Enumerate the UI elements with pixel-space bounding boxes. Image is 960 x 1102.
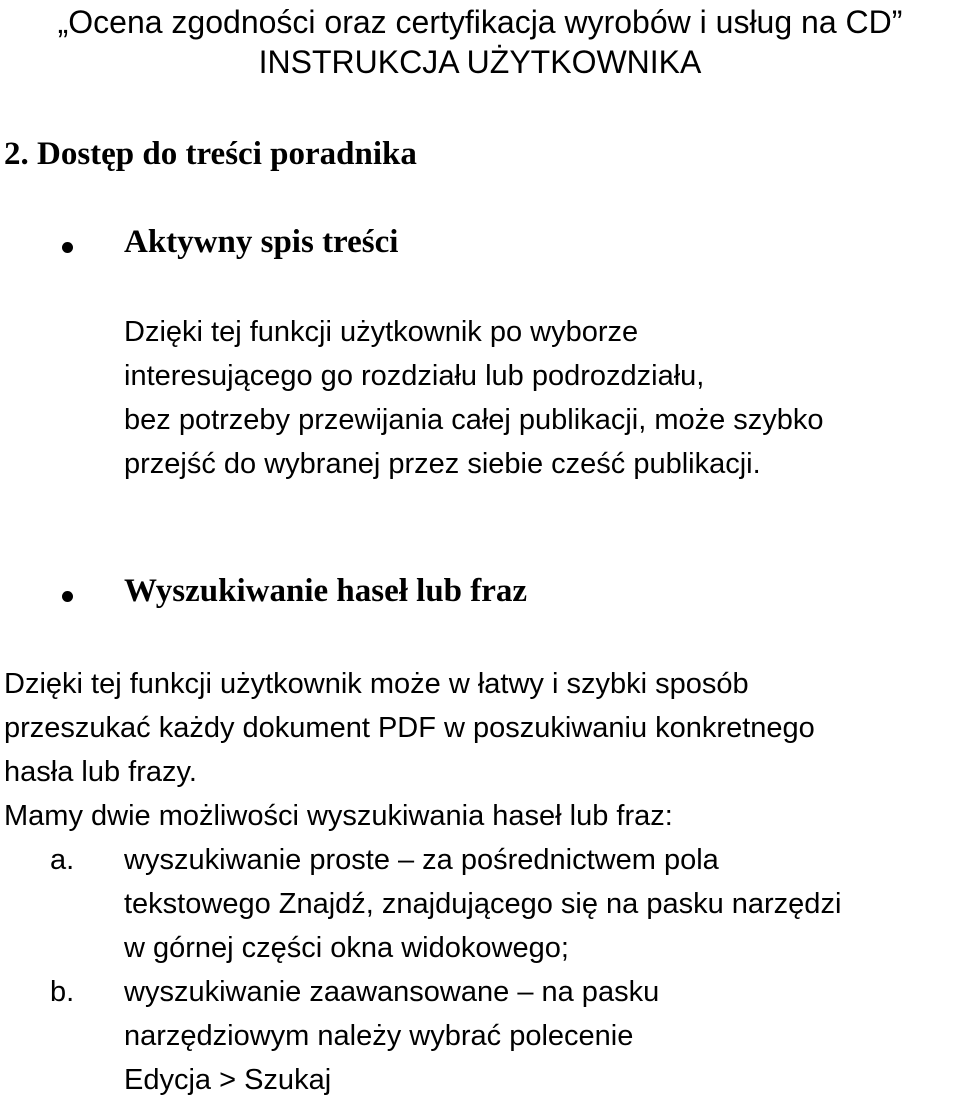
bullet-heading-search: Wyszukiwanie haseł lub fraz (124, 573, 528, 609)
section-title: 2. Dostęp do treści poradnika (4, 136, 417, 172)
text-line: w górnej części okna widokowego; (124, 932, 569, 964)
header-subtitle: INSTRUKCJA UŻYTKOWNIKA (258, 44, 702, 80)
text-line: narzędziowym należy wybrać polecenie (124, 1020, 634, 1052)
bullet-dot-icon (62, 591, 73, 602)
list-label-b: b. (50, 976, 75, 1008)
list-item-advanced-search (124, 970, 659, 1102)
text-line: bez potrzeby przewijania całej publikacji, może szybko (124, 404, 824, 436)
text-line: wyszukiwanie proste – za pośrednictwem pola (124, 844, 719, 876)
search-description (4, 662, 815, 794)
text-line: tekstowego Znajdź, znajdującego się na pasku narzędzi (124, 888, 842, 920)
active-toc-description (124, 310, 824, 486)
text-line: interesującego go rozdziału lub podrozdziału, (124, 360, 705, 392)
list-label-a: a. (50, 844, 75, 876)
bullet-heading-active-toc: Aktywny spis treści (124, 224, 399, 260)
text-line: przejść do wybranej przez siebie cześć publikacji. (124, 448, 761, 480)
text-line: wyszukiwanie zaawansowane – na pasku (124, 976, 660, 1008)
search-options-intro: Mamy dwie możliwości wyszukiwania haseł lub fraz: (4, 800, 673, 832)
bullet-dot-icon (62, 242, 73, 253)
text-line: przeszukać każdy dokument PDF w poszukiwaniu konkretnego (4, 712, 815, 744)
list-item-simple-search (124, 838, 841, 970)
header-title: „Ocena zgodności oraz certyfikacja wyrobów i usług na CD” (57, 4, 903, 40)
text-line: Dzięki tej funkcji użytkownik po wyborze (124, 316, 639, 348)
text-line: Dzięki tej funkcji użytkownik może w łatwy i szybki sposób (4, 668, 749, 700)
text-line: Edycja > Szukaj (124, 1064, 332, 1096)
text-line: hasła lub frazy. (4, 756, 197, 788)
